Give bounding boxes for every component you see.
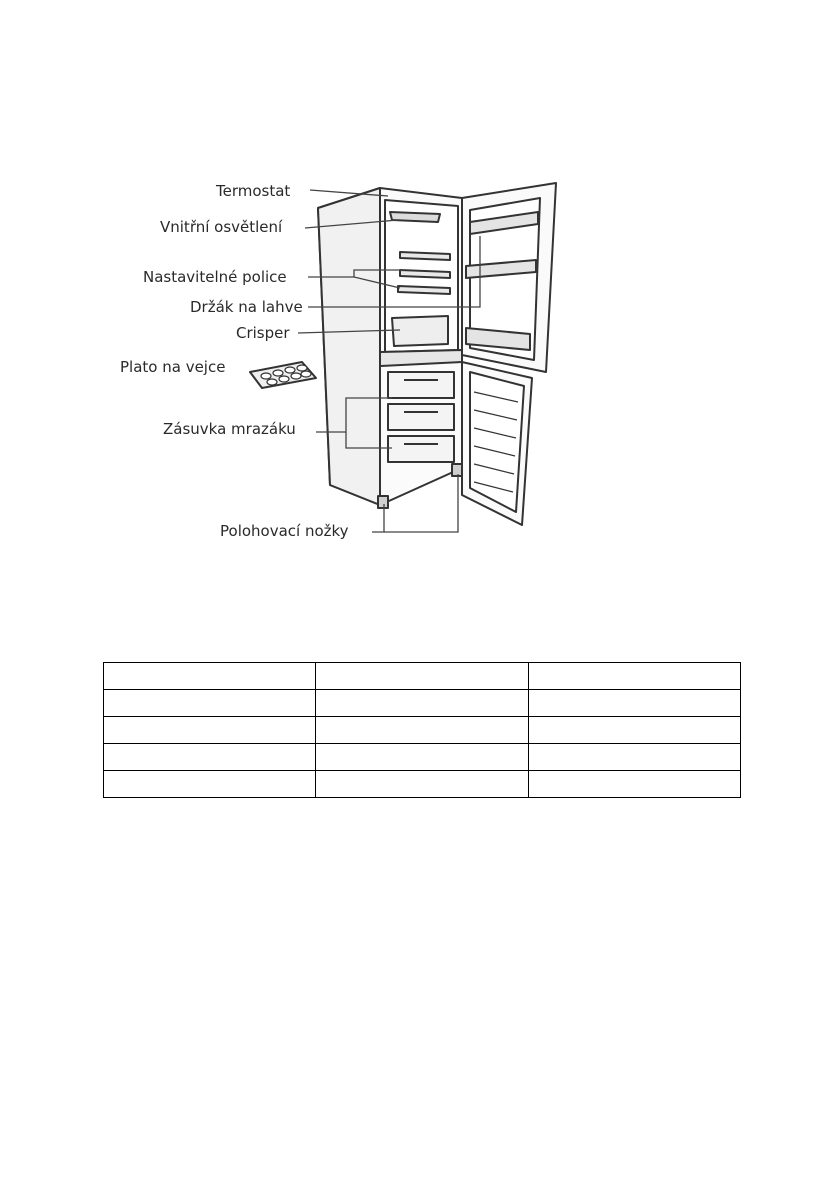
table-cell xyxy=(528,690,740,717)
table-row xyxy=(104,690,741,717)
table-row xyxy=(104,663,741,690)
freezer-drawer-2 xyxy=(388,404,454,430)
spec-table xyxy=(103,662,741,798)
table-cell xyxy=(316,744,528,771)
compartment-divider xyxy=(380,350,462,366)
fridge-diagram xyxy=(0,0,839,560)
table-cell xyxy=(104,744,316,771)
table-row xyxy=(104,717,741,744)
label-crisper: Crisper xyxy=(236,324,290,342)
freezer-drawer-1 xyxy=(388,372,454,398)
label-drzak-na-lahve: Držák na lahve xyxy=(190,298,303,316)
fridge-side-panel xyxy=(318,188,380,505)
label-termostat: Termostat xyxy=(216,182,291,200)
label-polohovaci-nozky: Polohovací nožky xyxy=(220,522,349,540)
table-cell xyxy=(316,663,528,690)
freezer-drawer-3 xyxy=(388,436,454,462)
shelf-3 xyxy=(398,286,450,294)
crisper-drawer xyxy=(392,316,448,346)
label-plato-na-vejce: Plato na vejce xyxy=(120,358,226,376)
table-cell xyxy=(528,771,740,798)
table-cell xyxy=(528,663,740,690)
table-cell xyxy=(528,744,740,771)
table-cell xyxy=(528,717,740,744)
shelf-1 xyxy=(400,252,450,260)
table-cell xyxy=(316,717,528,744)
table-cell xyxy=(104,771,316,798)
shelf-2 xyxy=(400,270,450,278)
table-row xyxy=(104,771,741,798)
table-row xyxy=(104,744,741,771)
label-nastavitelne-police: Nastavitelné police xyxy=(143,268,287,286)
foot-right xyxy=(452,464,462,476)
foot-left xyxy=(378,496,388,508)
table-cell xyxy=(104,663,316,690)
label-zasuvka-mrazaku: Zásuvka mrazáku xyxy=(163,420,296,438)
label-vnitrni-osvetleni: Vnitřní osvětlení xyxy=(160,218,283,236)
table-cell xyxy=(316,771,528,798)
table-cell xyxy=(316,690,528,717)
table-cell xyxy=(104,717,316,744)
table-cell xyxy=(104,690,316,717)
